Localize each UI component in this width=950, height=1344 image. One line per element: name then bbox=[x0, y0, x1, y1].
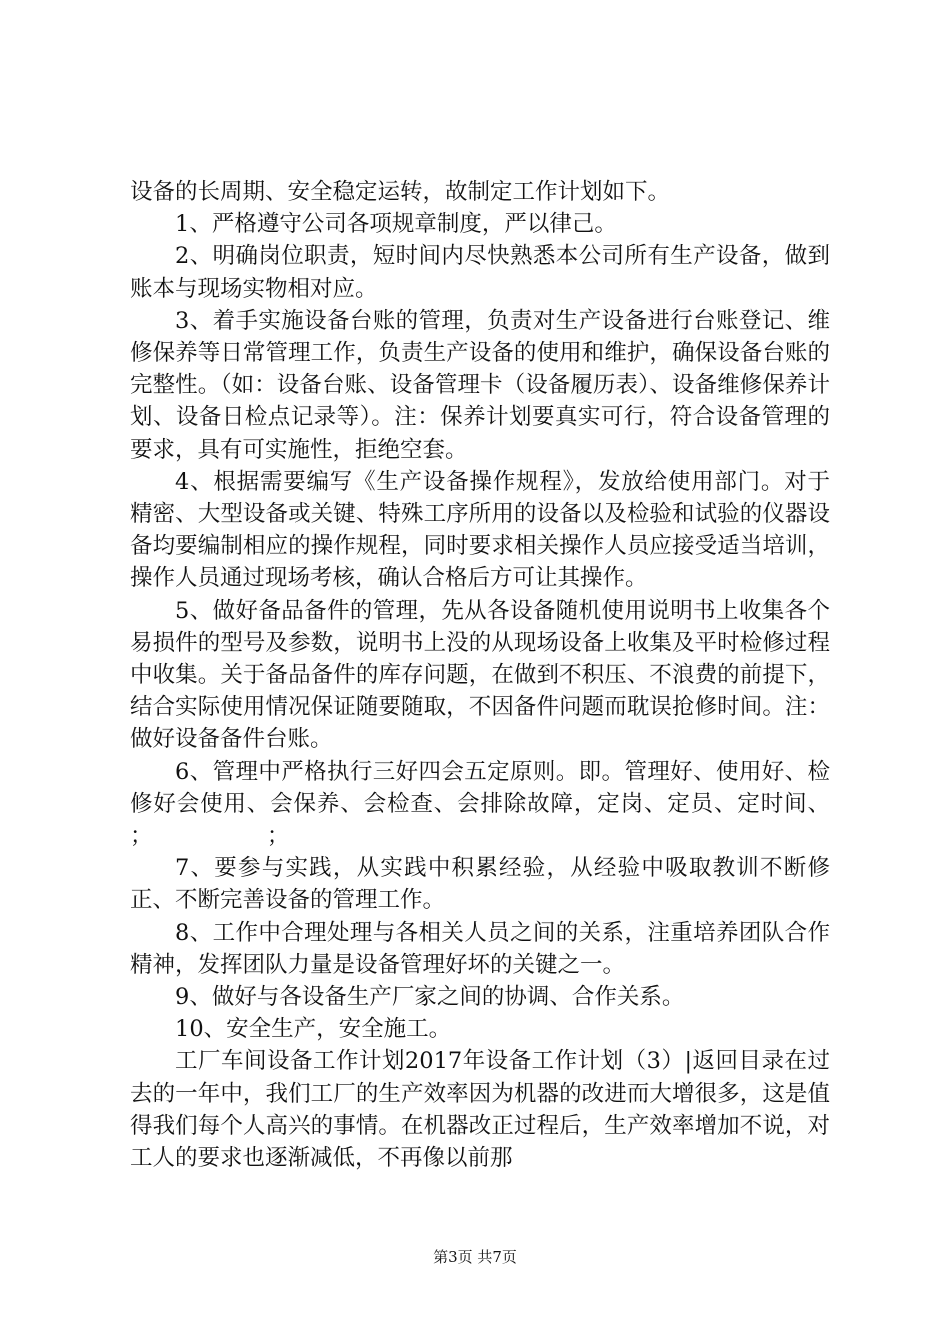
paragraph-item-5: 5、做好备品备件的管理，先从各设备随机使用说明书上收集各个易损件的型号及参数，说明书上没的从现场设备上收集及平时检修过程中收集。关于备品备件的库存问题，在做到不积压、不浪费的前提下，结合实际使用情况保证随要随取，不因备件问题而耽误抢修时间。注：做好设备备件台账。 bbox=[130, 597, 830, 753]
paragraph-item-9: 9、做好与各设备生产厂家之间的协调、合作关系。 bbox=[175, 984, 685, 1011]
paragraph-item-7: 7、要参与实践，从实践中积累经验，从经验中吸取教训不断修正、不断完善设备的管理工作。 bbox=[130, 855, 830, 914]
page-number: 第3页 共7页 bbox=[433, 1248, 517, 1266]
page-footer bbox=[0, 1247, 950, 1267]
paragraph-item-4: 4、根据需要编写《生产设备操作规程》，发放给使用部门。对于精密、大型设备或关键、特殊工序所用的设备以及检验和试验的仪器设备均要编制相应的操作规程，同时要求相关操作人员应接受适当培训，操作人员通过现场考核，确认合格后方可让其操作。 bbox=[130, 468, 830, 592]
paragraph-item-1: 1、严格遵守公司各项规章制度，严以律己。 bbox=[175, 211, 617, 238]
paragraph-continuation: 设备的长周期、安全稳定运转，故制定工作计划如下。 bbox=[130, 179, 671, 205]
paragraph-next-section: 工厂车间设备工作计划2017年设备工作计划（3）|返回目录在过去的一年中，我们工厂的生产效率因为机器的改进而大增很多，这是值得我们每个人高兴的事情。在机器改正过程后，生产效率增加不说，对工人的要求也逐渐减低，不再像以前那 bbox=[130, 1048, 830, 1172]
document-body bbox=[130, 176, 945, 1174]
paragraph-item-3: 3、着手实施设备台账的管理，负责对生产设备进行台账登记、维修保养等日常管理工作，负责生产设备的使用和维护，确保设备台账的完整性。（如：设备台账、设备管理卡（设备履历表）、设备维修保养计划、设备日检点记录等）。注：保养计划要真实可行，符合设备管理的要求，具有可实施性，拒绝空套。 bbox=[130, 307, 830, 463]
paragraph-item-6: 6、管理中严格执行三好四会五定原则。即。管理好、使用好、检修好会使用、会保养、会检查、会排除故障，定岗、定员、定时间、 ； ； bbox=[130, 758, 945, 850]
paragraph-item-2: 2、明确岗位职责，短时间内尽快熟悉本公司所有生产设备，做到账本与现场实物相对应。 bbox=[130, 243, 830, 302]
paragraph-item-10: 10、安全生产，安全施工。 bbox=[175, 1016, 452, 1043]
paragraph-item-8: 8、工作中合理处理与各相关人员之间的关系，注重培养团队合作精神，发挥团队力量是设备管理好坏的关键之一。 bbox=[130, 919, 830, 978]
